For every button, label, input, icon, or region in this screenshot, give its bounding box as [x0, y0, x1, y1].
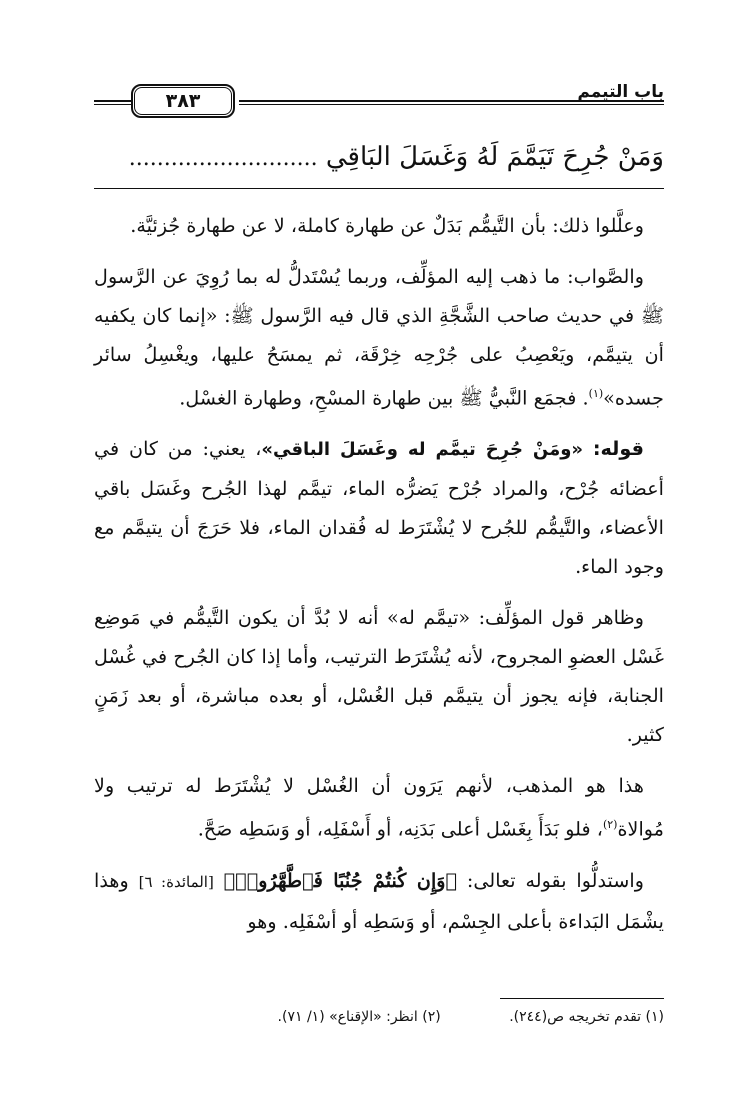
- footnote-ref[interactable]: (١): [588, 387, 604, 400]
- page-number: ٣٨٣: [131, 84, 235, 118]
- footnote-number: (٢): [422, 1009, 441, 1025]
- paragraph: [94, 429, 664, 586]
- footnote-number: (١): [645, 1009, 664, 1025]
- quran-reference: [المائدة: ٦]: [138, 872, 214, 891]
- footnote-ref[interactable]: (٢): [602, 818, 618, 832]
- page-header: [94, 76, 664, 122]
- paragraph: [94, 206, 664, 245]
- matn-line: [94, 134, 664, 180]
- footnote-item: [509, 1004, 664, 1030]
- paragraph-text: ، يعني: من كان في أعضائه جُرْح، والمراد جُرْح يَضرُّه الماء، تيمَّم لهذا الجُرح وغَسَل باقي الأعضاء، والتَّيمُّم للجُرح لا يُشْتَرَط له فُقدان الماء، فلا حَرَجَ أن يتيمَّم مع وجود الماء.: [94, 437, 664, 579]
- matn-quote: «ومَنْ جُرِحَ تيمَّم له وغَسَلَ الباقي»: [261, 439, 584, 461]
- paragraph-text: والصَّواب: ما ذهب إليه المؤلِّف، وربما يُسْتَدلُّ له بما رُوِيَ عن الرَّسول ﷺ في حديث صاحب الشَّجَّةِ الذي قال فيه الرَّسول ﷺ: «إنما كان يكفيه أن يتيمَّم، ويَعْصِبُ على جُرْحِه خِرْقَة، ثم يمسَحُ عليها، ويغْسِلُ سائر جسده»: [94, 265, 664, 410]
- paragraph: [94, 257, 664, 417]
- paragraph-text: وهذا يشْمَل البَداءة بأعلى الجِسْم، أو وَسَطِه أو أسْفَلِه. وهو: [94, 868, 664, 933]
- footnote-item: [278, 1004, 441, 1030]
- paragraph-text: . فجمَع النَّبيُّ ﷺ بين طهارة المسْحِ، وطهارة الغسْل.: [179, 386, 589, 410]
- paragraph: [94, 766, 664, 848]
- header-rule-right: [239, 100, 664, 105]
- paragraph: [94, 598, 664, 754]
- paragraph-text: وعلَّلوا ذلك: بأن التَّيمُّم بَدَلٌ عن طهارة كاملة، لا عن طهارة جُزئيَّة.: [130, 214, 644, 237]
- quran-verse: ﴿وَإِن كُنتُمْ جُنُبًا فَٱطَّهَّرُوا۟﴾: [223, 868, 458, 892]
- paragraph-text: هذا هو المذهب، لأنهم يَرَون أن الغُسْل لا يُشْتَرَط له ترتيب ولا مُوالاة: [94, 774, 664, 841]
- paragraph-text: ، فلو بَدَأَ بِغَسْل أعلى بَدَنِه، أو أَسْفَلِه، أو وَسَطِه صَحَّ.: [197, 817, 603, 841]
- footnote-text: انظر: «الإقناع» (١/ ٧١).: [277, 1009, 418, 1025]
- paragraph: [94, 861, 664, 941]
- matn-text: وَمَنْ جُرِحَ تَيَمَّمَ لَهُ وَغَسَلَ البَاقِي: [325, 142, 664, 172]
- matn-dots: ...........................: [128, 146, 318, 171]
- header-rule-left: [94, 100, 132, 105]
- footnote-divider: [500, 998, 664, 999]
- footnote-text: تقدم تخريجه ص(٢٤٤).: [509, 1009, 642, 1025]
- qawl-label: قوله:: [592, 437, 644, 461]
- paragraph-text: واستدلُّوا بقوله تعالى:: [466, 868, 644, 892]
- matn-divider: [94, 188, 664, 189]
- paragraph-text: وظاهر قول المؤلِّف: «تيمَّم له» أنه لا بُدَّ أن يكون التَّيمُّم في مَوضِع غَسْل العضوِ المجروح، لأنه يُشْتَرَط الترتيب، وأما إذا كان الجُرح في غُسْل الجنابة، فإنه يجوز أن يتيمَّم قبل الغُسْل، أو بعده مباشرة، أو بعد زَمَنٍ كثير.: [94, 606, 664, 747]
- footnotes: [150, 1004, 664, 1030]
- chapter-title: باب التيمم: [577, 82, 664, 102]
- page-body: [94, 206, 664, 953]
